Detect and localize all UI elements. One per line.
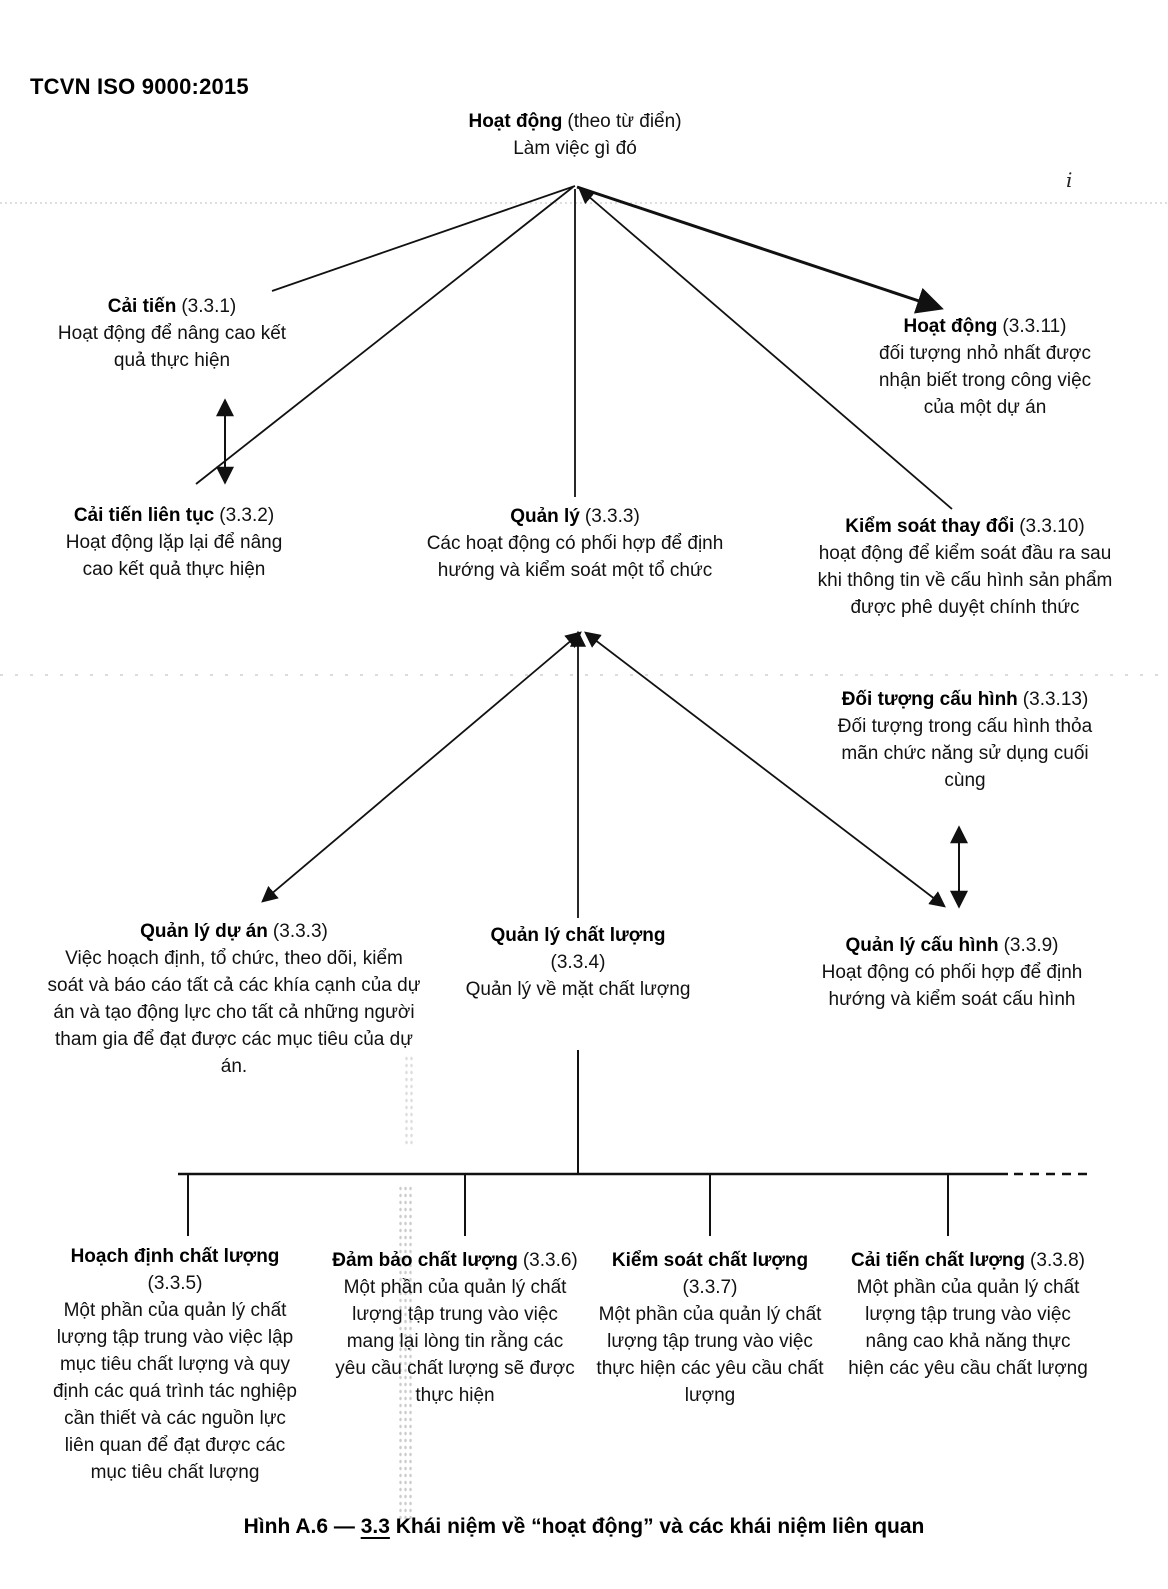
node-title: Quản lý cấu hình (3.3.9) — [845, 935, 1059, 956]
node-title: Kiểm soát thay đổi (3.3.10) — [845, 516, 1085, 537]
node-title: Quản lý (3.3.3) — [510, 506, 640, 527]
node-quan-ly-du-an — [19, 918, 449, 1080]
node-kiem-soat-chat-luong — [575, 1247, 845, 1409]
node-body: (3.3.4) Quản lý về mặt chất lượng — [465, 952, 691, 1000]
arrow-root-to-hoat-dong-3311 — [577, 187, 940, 308]
node-title: Đảm bảo chất lượng (3.3.6) — [332, 1250, 578, 1271]
standard-header: TCVN ISO 9000:2015 — [30, 74, 249, 99]
node-body: (3.3.7) Một phần của quản lý chất lượng tập trung vào việc thực hiện các yêu cầu chất lượng — [596, 1277, 824, 1406]
node-title: Kiểm soát chất lượng — [611, 1250, 809, 1271]
node-title: Hoạch định chất lượng — [70, 1246, 280, 1267]
node-title: Hoạt động (theo từ điển) — [468, 111, 682, 132]
node-quan-ly-chat-luong — [438, 922, 718, 1003]
node-body: Hoạt động để nâng cao kết quả thực hiện — [57, 323, 287, 371]
node-title: Quản lý dự án (3.3.3) — [140, 921, 328, 942]
node-title: Cải tiến liên tục (3.3.2) — [73, 505, 275, 526]
node-title: Đối tượng cấu hình (3.3.13) — [841, 689, 1089, 710]
caption-text: Khái niệm về “hoạt động” và các khái niệm liên quan — [389, 1515, 925, 1538]
node-dam-bao-chat-luong — [315, 1247, 595, 1409]
node-quan-ly-cau-hinh — [797, 932, 1107, 1013]
node-body: Làm việc gì đó — [513, 138, 637, 159]
node-body: hoạt động để kiểm soát đầu ra sau khi thông tin về cấu hình sản phẩm được phê duyệt chính thức — [817, 543, 1113, 618]
node-title: Cải tiến chất lượng (3.3.8) — [851, 1250, 1085, 1271]
node-cai-tien — [37, 293, 307, 374]
node-body: đối tượng nhỏ nhất được nhận biết trong công việc của một dự án — [878, 343, 1092, 418]
node-title: Hoạt động (3.3.11) — [903, 316, 1067, 337]
node-doi-tuong-cau-hinh — [815, 686, 1115, 794]
figure-caption — [0, 1515, 1168, 1539]
node-body: Việc hoạch định, tổ chức, theo dõi, kiểm soát và báo cáo tất cả các khía cạnh của dự án và tạo động lực cho tất cả những người tham gia để đạt được các mục tiêu của dự án. — [47, 948, 421, 1077]
node-body: Hoạt động lặp lại để nâng cao kết quả thực hiện — [65, 532, 283, 580]
line-root-to-cai-tien — [272, 186, 575, 291]
node-title: Quản lý chất lượng — [490, 925, 666, 946]
node-cai-tien-lien-tuc — [39, 502, 309, 583]
scan-stray-mark: i — [1066, 168, 1073, 192]
node-hoach-dinh-chat-luong — [45, 1243, 305, 1486]
node-body: (3.3.5) Một phần của quản lý chất lượng tập trung vào việc lập mục tiêu chất lượng và quy định các quá trình tác nghiệp cần thiết và các nguồn lực liên quan để đạt được các mục tiêu chất lượng — [52, 1273, 297, 1483]
arrow-quan-ly-to-quan-ly-du-an — [263, 633, 580, 901]
node-quan-ly — [405, 503, 745, 584]
node-body: Một phần của quản lý chất lượng tập trung vào việc nâng cao khả năng thực hiện các yêu cầu chất lượng — [848, 1277, 1088, 1379]
node-body: Đối tượng trong cấu hình thỏa mãn chức năng sử dụng cuối cùng — [837, 716, 1093, 791]
node-hoat-dong-root — [425, 108, 725, 162]
node-kiem-soat-thay-doi — [790, 513, 1140, 621]
node-title: Cải tiến (3.3.1) — [107, 296, 237, 317]
node-body: Một phần của quản lý chất lượng tập trung vào việc mang lại lòng tin rằng các yêu cầu chất lượng sẽ được thực hiện — [335, 1277, 575, 1406]
node-hoat-dong-3311 — [845, 313, 1125, 421]
node-cai-tien-chat-luong — [828, 1247, 1108, 1382]
node-body: Hoạt động có phối hợp để định hướng và kiểm soát cấu hình — [821, 962, 1083, 1010]
node-body: Các hoạt động có phối hợp để định hướng và kiểm soát một tổ chức — [426, 533, 724, 581]
caption-prefix: Hình A.6 — — [243, 1515, 361, 1538]
caption-underlined-ref: 3.3 — [360, 1515, 390, 1538]
